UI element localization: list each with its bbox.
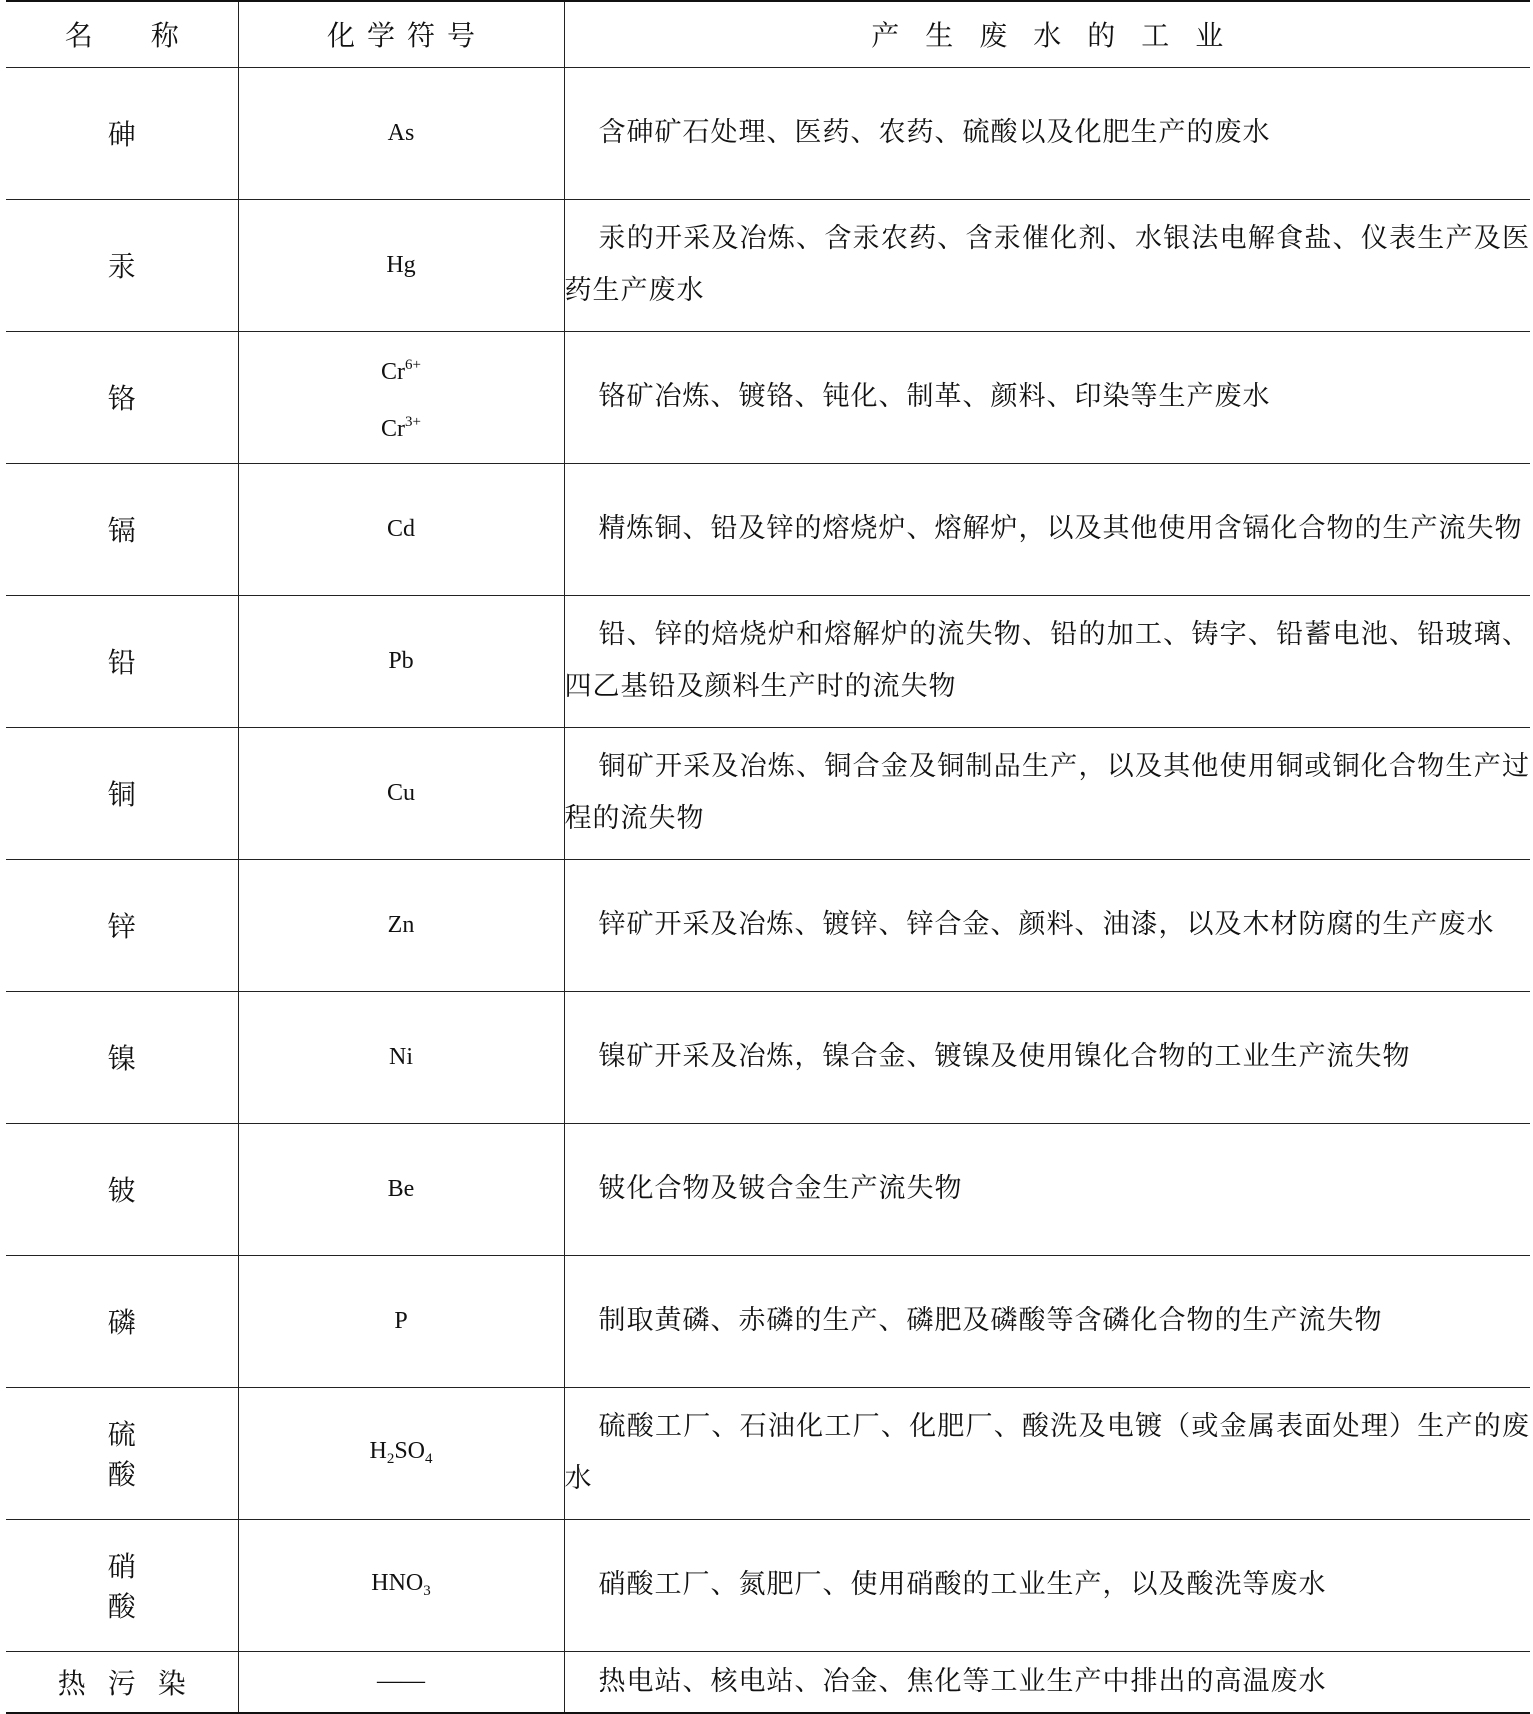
- row-industry: [564, 859, 1530, 991]
- table-row: [6, 1387, 1530, 1519]
- row-symbol: Cd: [238, 463, 564, 595]
- row-symbol: $HNO_3$: [238, 1519, 564, 1651]
- row-industry: [564, 67, 1530, 199]
- row-name: 锌: [6, 859, 238, 991]
- row-name: 铬: [6, 331, 238, 463]
- industry-text: 制取黄磷、赤磷的生产、磷肥及磷酸等含磷化合物的生产流失物: [598, 1305, 1383, 1336]
- row-industry: [564, 1123, 1530, 1255]
- row-symbol: As: [238, 67, 564, 199]
- table-row: [6, 67, 1530, 199]
- row-industry: [564, 331, 1530, 463]
- industry-text: 硝酸工厂、氮肥厂、使用硝酸的工业生产，以及酸洗等废水: [598, 1569, 1327, 1600]
- table-row: [6, 991, 1530, 1123]
- table-body: [6, 67, 1530, 1713]
- row-symbol: ——: [238, 1651, 564, 1713]
- row-symbol: [238, 331, 564, 463]
- row-industry: [564, 595, 1530, 727]
- table-row: [6, 1519, 1530, 1651]
- header-row: [6, 1, 1530, 67]
- row-name: 磷: [6, 1255, 238, 1387]
- row-symbol: Pb: [238, 595, 564, 727]
- industry-text: 锌矿开采及冶炼、镀锌、锌合金、颜料、油漆，以及木材防腐的生产废水: [598, 909, 1495, 940]
- table-row: [6, 331, 1530, 463]
- row-name: 硝酸: [6, 1519, 238, 1651]
- industry-text: 热电站、核电站、冶金、焦化等工业生产中排出的高温废水: [598, 1665, 1327, 1697]
- table-row: [6, 463, 1530, 595]
- industry-text: 含砷矿石处理、医药、农药、硫酸以及化肥生产的废水: [598, 117, 1271, 148]
- header-symbol: 化学符号: [238, 1, 564, 67]
- header-industry: 产生废水的工业: [564, 1, 1530, 67]
- table-row: [6, 1651, 1530, 1713]
- table-row: [6, 1255, 1530, 1387]
- industry-text: 铬矿冶炼、镀铬、钝化、制革、颜料、印染等生产废水: [598, 381, 1271, 412]
- row-symbol: Hg: [238, 199, 564, 331]
- row-industry: [564, 1651, 1530, 1713]
- industry-text: 铅、锌的焙烧炉和熔解炉的流失物、铅的加工、铸字、铅蓄电池、铅玻璃、四乙基铅及颜料生产时的流失物: [564, 619, 1530, 702]
- row-name: 汞: [6, 199, 238, 331]
- industry-text: 精炼铜、铅及锌的熔烧炉、熔解炉，以及其他使用含镉化合物的生产流失物: [598, 513, 1523, 544]
- row-industry: [564, 727, 1530, 859]
- row-name: 镍: [6, 991, 238, 1123]
- row-name: 铍: [6, 1123, 238, 1255]
- row-symbol: P: [238, 1255, 564, 1387]
- row-industry: [564, 991, 1530, 1123]
- row-symbol: $H_2SO_4$: [238, 1387, 564, 1519]
- symbol-line-hexavalent: $Cr^{6+}$: [381, 357, 421, 385]
- symbol-line-trivalent: $Cr^{3+}$: [381, 414, 421, 442]
- row-industry: [564, 1387, 1530, 1519]
- industry-text: 汞的开采及冶炼、含汞农药、含汞催化剂、水银法电解食盐、仪表生产及医药生产废水: [564, 223, 1530, 306]
- row-industry: [564, 1519, 1530, 1651]
- row-industry: [564, 199, 1530, 331]
- row-symbol: Be: [238, 1123, 564, 1255]
- row-name: 热污染: [6, 1651, 238, 1713]
- pollutant-industry-table: [6, 0, 1530, 1714]
- row-symbol: Zn: [238, 859, 564, 991]
- row-industry: [564, 463, 1530, 595]
- row-name: 铅: [6, 595, 238, 727]
- table-row: [6, 1123, 1530, 1255]
- table-row: [6, 859, 1530, 991]
- table-row: [6, 199, 1530, 331]
- industry-text: 铜矿开采及冶炼、铜合金及铜制品生产，以及其他使用铜或铜化合物生产过程的流失物: [564, 751, 1530, 834]
- table-row: [6, 727, 1530, 859]
- row-symbol: Cu: [238, 727, 564, 859]
- industry-text: 镍矿开采及冶炼，镍合金、镀镍及使用镍化合物的工业生产流失物: [598, 1041, 1411, 1072]
- row-name: 镉: [6, 463, 238, 595]
- row-name: 铜: [6, 727, 238, 859]
- row-industry: [564, 1255, 1530, 1387]
- header-name: 名称: [6, 1, 238, 67]
- table-row: [6, 595, 1530, 727]
- row-name: 砷: [6, 67, 238, 199]
- row-symbol: Ni: [238, 991, 564, 1123]
- industry-text: 铍化合物及铍合金生产流失物: [598, 1173, 963, 1204]
- row-name: 硫酸: [6, 1387, 238, 1519]
- industry-text: 硫酸工厂、石油化工厂、化肥厂、酸洗及电镀（或金属表面处理）生产的废水: [564, 1411, 1530, 1494]
- table-header: [6, 1, 1530, 67]
